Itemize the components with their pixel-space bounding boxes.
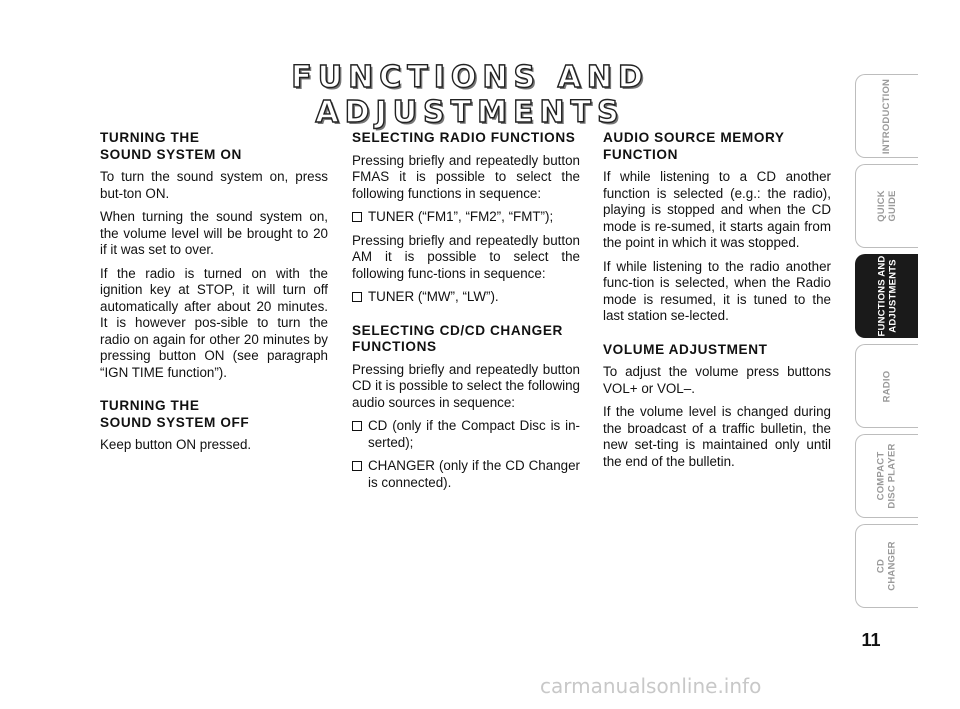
paragraph: To turn the sound system on, press but-ton ON.: [100, 169, 328, 201]
paragraph: Pressing briefly and repeatedly button FMAS it is possible to select the following functions in sequence:: [352, 152, 580, 201]
tab-label: CD CHANGER: [876, 541, 898, 591]
list-item: [352, 209, 580, 226]
paragraph: To adjust the volume press buttons VOL+ or VOL–.: [603, 364, 831, 396]
paragraph: If the radio is turned on with the ignition key at STOP, it will turn off automatically after about 20 minutes. It is however pos-sible to turn the radio on again for other 20 minutes by pressing button ON (see paragraph “IGN TIME function”).: [100, 265, 328, 380]
tab-label: INTRODUCTION: [881, 78, 893, 154]
column-left: [100, 130, 328, 461]
tab-radio[interactable]: [855, 344, 918, 428]
paragraph: Pressing briefly and repeatedly button CD it is possible to select the following audio sources in sequence:: [352, 361, 580, 410]
tab-quick-guide[interactable]: [855, 164, 918, 248]
list-item: [352, 418, 580, 451]
watermark: carmanualsonline.info: [540, 674, 762, 698]
list-item: [352, 289, 580, 306]
tab-label: RADIO: [881, 370, 893, 402]
paragraph: If the volume level is changed during the broadcast of a traffic bulletin, the new set-ting is maintained only until the end of the bulletin.: [603, 404, 831, 469]
heading-volume-adjustment: VOLUME ADJUSTMENT: [603, 341, 768, 357]
paragraph: If while listening to a CD another function is selected (e.g.: the radio), playing is stopped and when the CD mode is re-sumed, it starts again from the point in which it was stopped.: [603, 169, 831, 250]
heading-selecting-radio: SELECTING RADIO FUNCTIONS: [352, 130, 576, 145]
paragraph: When turning the sound system on, the volume level will be brought to 20 if it was set to over.: [100, 209, 328, 257]
column-right: [603, 130, 831, 477]
checkbox-bullet-icon: [352, 461, 362, 471]
column-middle: [352, 130, 580, 498]
heading-turning-on: TURNING THE SOUND SYSTEM ON: [100, 130, 242, 162]
heading-audio-memory: AUDIO SOURCE MEMORY FUNCTION: [603, 130, 785, 162]
page-title: FUNCTIONS AND ADJUSTMENTS: [291, 60, 649, 130]
paragraph: If while listening to the radio another func-tion is selected, when the Radio mode is resumed, it is tuned to the last station se-lected.: [603, 258, 831, 323]
list-item-text: TUNER (“MW”, “LW”).: [368, 289, 499, 304]
checkbox-bullet-icon: [352, 421, 362, 431]
tab-compact-disc-player[interactable]: [855, 434, 918, 518]
tab-introduction[interactable]: [855, 74, 918, 158]
page-number: 11: [861, 630, 881, 650]
list-item: [352, 458, 580, 491]
paragraph: Pressing briefly and repeatedly button AM it is possible to select the following func-tions in sequence:: [352, 232, 580, 281]
list-item-text: CHANGER (only if the CD Changer is connected).: [368, 458, 580, 490]
list-item-text: CD (only if the Compact Disc is in-serted);: [368, 418, 580, 450]
heading-turning-off: TURNING THE SOUND SYSTEM OFF: [100, 398, 250, 430]
tab-cd-changer[interactable]: [855, 524, 918, 608]
tab-label: QUICK GUIDE: [876, 190, 898, 222]
checkbox-bullet-icon: [352, 212, 362, 222]
heading-selecting-cd: SELECTING CD/CD CHANGER FUNCTIONS: [352, 322, 563, 354]
tab-label: FUNCTIONS AND ADJUSTMENTS: [876, 255, 899, 337]
tab-label: COMPACT DISC PLAYER: [876, 443, 899, 509]
paragraph: Keep button ON pressed.: [100, 437, 252, 452]
tab-functions-and-adjustments[interactable]: [855, 254, 918, 338]
checkbox-bullet-icon: [352, 292, 362, 302]
list-item-text: TUNER (“FM1”, “FM2”, “FMT”);: [368, 209, 554, 224]
